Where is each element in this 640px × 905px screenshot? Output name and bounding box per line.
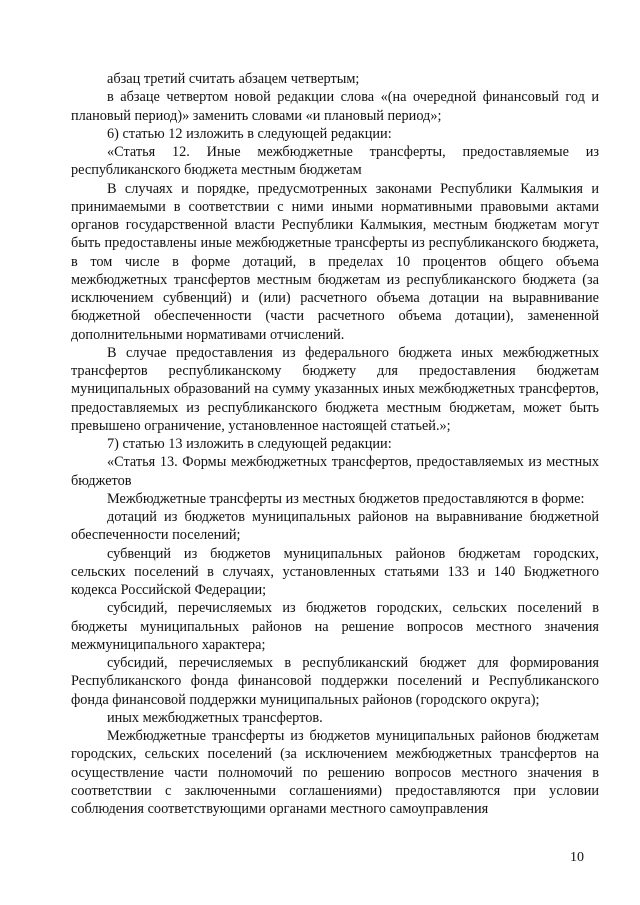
article-13-heading: «Статья 13. Формы межбюджетных трансфертов, предоставляемых из местных бюджетов xyxy=(71,454,599,489)
paragraph-15: Межбюджетные трансферты из бюджетов муниципальных районов бюджетам городских, сельских поселений (за исключением межбюджетных трансфертов на осуществление части полномочий по решению вопросов местного значения в соответствии с заключенными соглашениями) предоставляются при условии соблюдения соответствующими органами местного самоуправления xyxy=(71,728,599,817)
paragraph-12: субсидий, перечисляемых из бюджетов городских, сельских поселений в бюджеты муниципальных районов на решение вопросов местного значения межмуниципального характера; xyxy=(71,600,599,653)
paragraph-2: в абзаце четвертом новой редакции слова «(на очередной финансовый год и плановый период)» заменить словами «и плановый период»; xyxy=(71,89,599,124)
document-body xyxy=(71,70,599,818)
paragraph-1: абзац третий считать абзацем четвертым; xyxy=(107,71,360,87)
paragraph-14: иных межбюджетных трансфертов. xyxy=(107,709,323,726)
paragraph-3: 6) статью 12 изложить в следующей редакции: xyxy=(107,125,392,142)
paragraph-11: субвенций из бюджетов муниципальных районов бюджетам городских, сельских поселений в случаях, установленных статьями 133 и 140 Бюджетного кодекса Российской Федерации; xyxy=(71,545,599,598)
paragraph-7: 7) статью 13 изложить в следующей редакции: xyxy=(107,436,392,452)
paragraph-9: Межбюджетные трансферты из местных бюджетов предоставляются в форме: xyxy=(107,490,585,507)
article-12-heading: «Статья 12. Иные межбюджетные трансферты, предоставляемые из республиканского бюджета местным бюджетам xyxy=(71,144,599,179)
paragraph-10: дотаций из бюджетов муниципальных районов на выравнивание бюджетной обеспеченности поселений; xyxy=(71,509,599,544)
paragraph-6: В случае предоставления из федерального бюджета иных межбюджетных трансфертов республиканскому бюджету для предоставления бюджетам муниципальных образований на сумму указанных иных межбюджетных трансфертов, предоставляемых из республиканского бюджета местным бюджетам, может быть превышено ограничение, установленное настоящей статьей.»; xyxy=(71,344,599,434)
paragraph-5: В случаях и порядке, предусмотренных законами Республики Калмыкия и принимаемыми в соответствии с ними иными нормативными правовыми актами органов государственной власти Республики Калмыкия, местным бюджетам могут быть предоставлены иные межбюджетные трансферты из республиканского бюджета, в том числе в форме дотаций, в пределах 10 процентов общего объема межбюджетных трансфертов местным бюджетам из республиканского бюджета (за исключением субвенций) и (или) расчетного объема дотации на выравнивание бюджетной обеспеченности (части расчетного объема дотации), замененной дополнительными нормативами отчислений. xyxy=(71,180,599,343)
paragraph-13: субсидий, перечисляемых в республиканский бюджет для формирования Республиканского фонда финансовой поддержки поселений и Республиканского фонда финансовой поддержки муниципальных районов (городского округа); xyxy=(71,655,599,708)
page-number: 10 xyxy=(570,850,584,865)
